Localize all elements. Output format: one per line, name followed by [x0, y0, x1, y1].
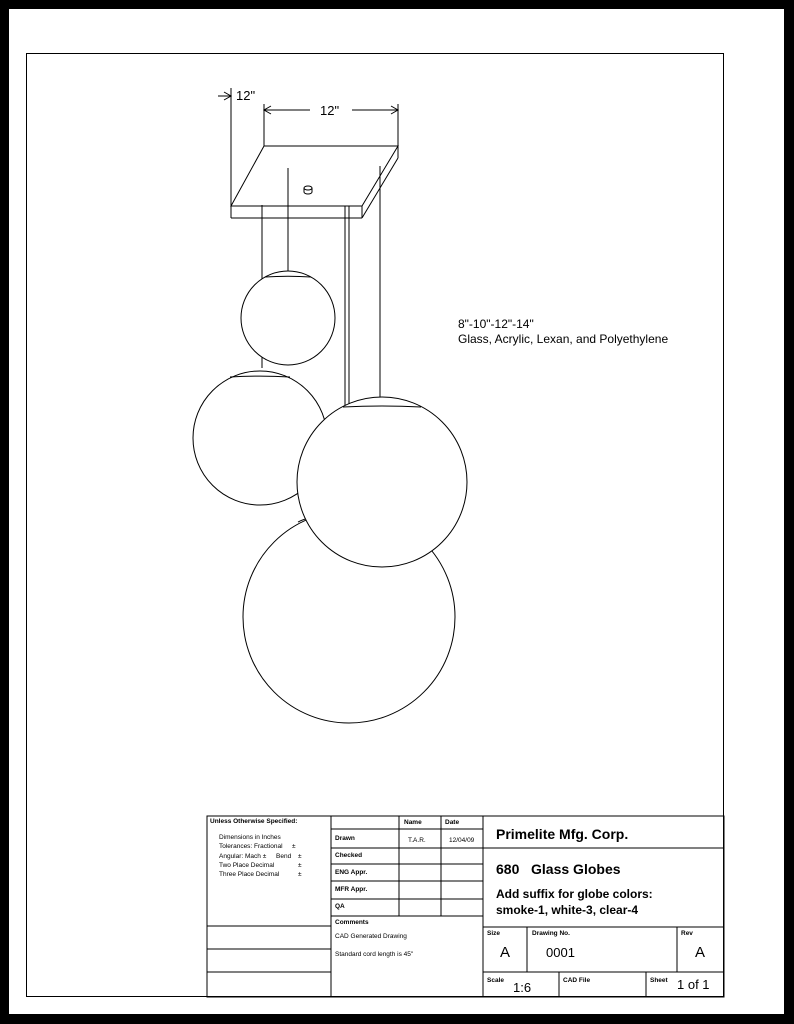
spec-bend: Bend: [276, 853, 292, 860]
sheet-label: Sheet: [650, 977, 668, 984]
canopy-plate: [231, 146, 398, 218]
eng-appr-label: ENG Appr.: [335, 869, 368, 876]
product-title: 680 Glass Globes: [496, 861, 621, 877]
spec-angular: Angular: Mach ±: [219, 853, 267, 860]
comment-line-1: CAD Generated Drawing: [335, 933, 407, 940]
drawn-name: T.A.R.: [408, 837, 426, 844]
spec-two-place: Two Place Decimal: [219, 862, 275, 869]
comment-line-2: Standard cord length is 45": [335, 951, 414, 958]
mfr-appr-label: MFR Appr.: [335, 886, 368, 893]
spec-pm-2: ±: [298, 853, 302, 860]
width-dimension-label: 12": [320, 103, 340, 118]
size-label: Size: [487, 930, 501, 937]
rev-label: Rev: [681, 930, 693, 937]
depth-dimension: [218, 88, 231, 218]
spec-pm-3: ±: [298, 862, 302, 869]
specification-note: [458, 317, 668, 347]
drawn-label: Drawn: [335, 835, 355, 842]
col-name-header: Name: [404, 819, 422, 826]
sheet-value: 1 of 1: [677, 977, 710, 992]
suffix-note-line-1: Add suffix for globe colors:: [496, 887, 653, 901]
company-name: Primelite Mfg. Corp.: [496, 826, 629, 842]
spec-tolerances: Tolerances: Fractional: [219, 843, 283, 850]
drawn-date: 12/04/09: [449, 837, 475, 844]
qa-label: QA: [335, 903, 345, 910]
globe-12-inch: [297, 397, 467, 567]
depth-dimension-label: 12": [236, 88, 256, 103]
scale-value: 1:6: [513, 980, 532, 995]
spec-pm-4: ±: [298, 871, 302, 878]
size-value: A: [500, 944, 511, 961]
globe-sizes: 8"-10"-12"-14": [458, 317, 534, 331]
comments-label: Comments: [335, 919, 369, 926]
scale-label: Scale: [487, 977, 504, 984]
spec-pm-1: ±: [292, 843, 296, 850]
globe-8-inch: [241, 271, 335, 365]
spec-dimensions: Dimensions in Inches: [219, 834, 281, 841]
drawing-no-label: Drawing No.: [532, 930, 570, 937]
spec-three-place: Three Place Decimal: [219, 871, 280, 878]
suffix-note-line-2: smoke-1, white-3, clear-4: [496, 903, 639, 917]
checked-label: Checked: [335, 852, 363, 859]
col-date-header: Date: [445, 819, 460, 826]
rev-value: A: [695, 944, 706, 961]
drawing-no-value: 0001: [546, 945, 575, 960]
spec-heading: Unless Otherwise Specified:: [210, 818, 298, 825]
globe-materials: Glass, Acrylic, Lexan, and Polyethylene: [458, 332, 669, 346]
cad-file-label: CAD File: [563, 977, 591, 984]
